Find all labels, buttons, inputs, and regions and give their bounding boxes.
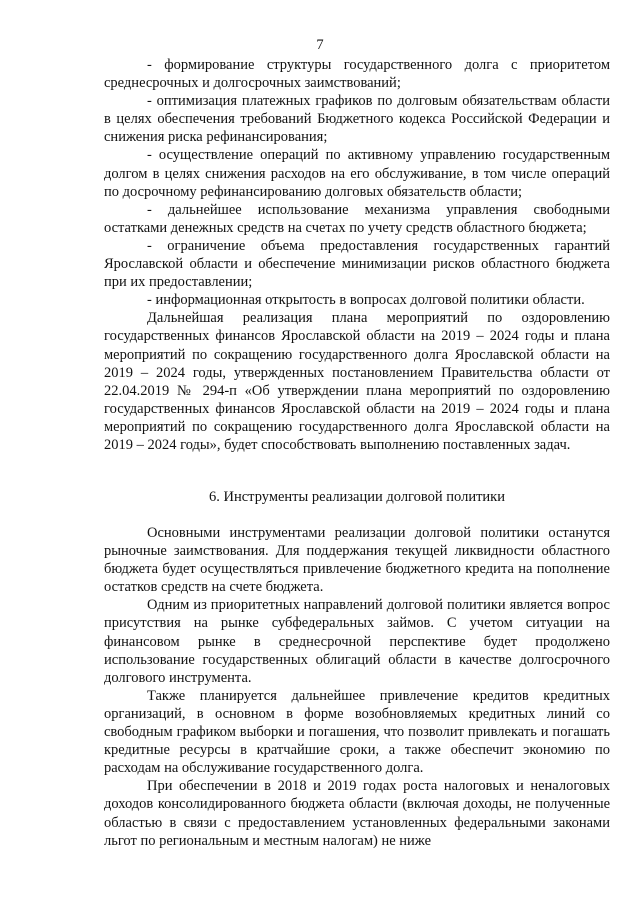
list-item: - формирование структуры государственного долга с приоритетом среднесрочных и долгосрочных заимствований; — [104, 57, 610, 92]
section-heading: 6. Инструменты реализации долговой политики — [209, 489, 505, 505]
list-item: - ограничение объема предоставления государственных гарантий Ярославской области и обеспечение минимизации рисков областного бюджета при их предоставлении; — [104, 237, 610, 291]
measures-list — [104, 56, 610, 454]
section-body — [104, 524, 610, 850]
plan-paragraph: Дальнейшая реализация плана мероприятий по оздоровлению государственных финансов Ярославской области на 2019 – 2024 годы и плана мероприятий по сокращению государственного долга Ярославской области на 2019 – 2024 годы, утвержденных постановлением Правительства области от 22.04.2019 № 294-п «Об утверждении плана мероприятий по оздоровлению государственных финансов Ярославской области на 2019 – 2024 годы и плана мероприятий по сокращению государственного долга Ярославской области на 2019 – 2024 годы», будет способствовать выполнению поставленных задач. — [104, 310, 610, 453]
list-item: - дальнейшее использование механизма управления свободными остатками денежных средств на счетах по учету средств областного бюджета; — [104, 201, 610, 236]
section-paragraph: Также планируется дальнейшее привлечение кредитов кредитных организаций, в основном в форме возобновляемых кредитных линий со свободным графиком выборки и погашения, что позволит привлекать и погашать кредитные ресурсы в кратчайшие сроки, а также обеспечит экономию по расходам на обслуживание государственного долга. — [104, 687, 610, 777]
section-paragraph: Одним из приоритетных направлений долговой политики является вопрос присутствия на рынке субфедеральных займов. С учетом ситуации на финансовом рынке в среднесрочной перспективе будет продолжено использование государственных облигаций области в качестве долгосрочного долгового инструмента. — [104, 597, 610, 686]
section-paragraph: При обеспечении в 2018 и 2019 годах роста налоговых и неналоговых доходов консолидированного бюджета области (включая доходы, не полученные областью в связи с предоставлением установленных федеральными законами льгот по региональным и местным налогам) не ниже — [104, 778, 610, 849]
list-item: - информационная открытость в вопросах долговой политики области. — [147, 292, 585, 309]
page-number: 7 — [316, 37, 324, 53]
list-item: - оптимизация платежных графиков по долговым обязательствам области в целях обеспечения требований Бюджетного кодекса Российской Федерации и снижения риска рефинансирования; — [104, 93, 610, 146]
list-item: - осуществление операций по активному управлению государственным долгом в целях снижения расходов на его обслуживание, в том числе операций по досрочному рефинансированию долговых обязательств области; — [104, 147, 610, 200]
section-paragraph: Основными инструментами реализации долговой политики останутся рыночные заимствования. Для поддержания текущей ликвидности областного бюджета будет осуществляться привлечение бюджетного кредита на пополнение остатков средств на счете бюджета. — [104, 525, 610, 596]
